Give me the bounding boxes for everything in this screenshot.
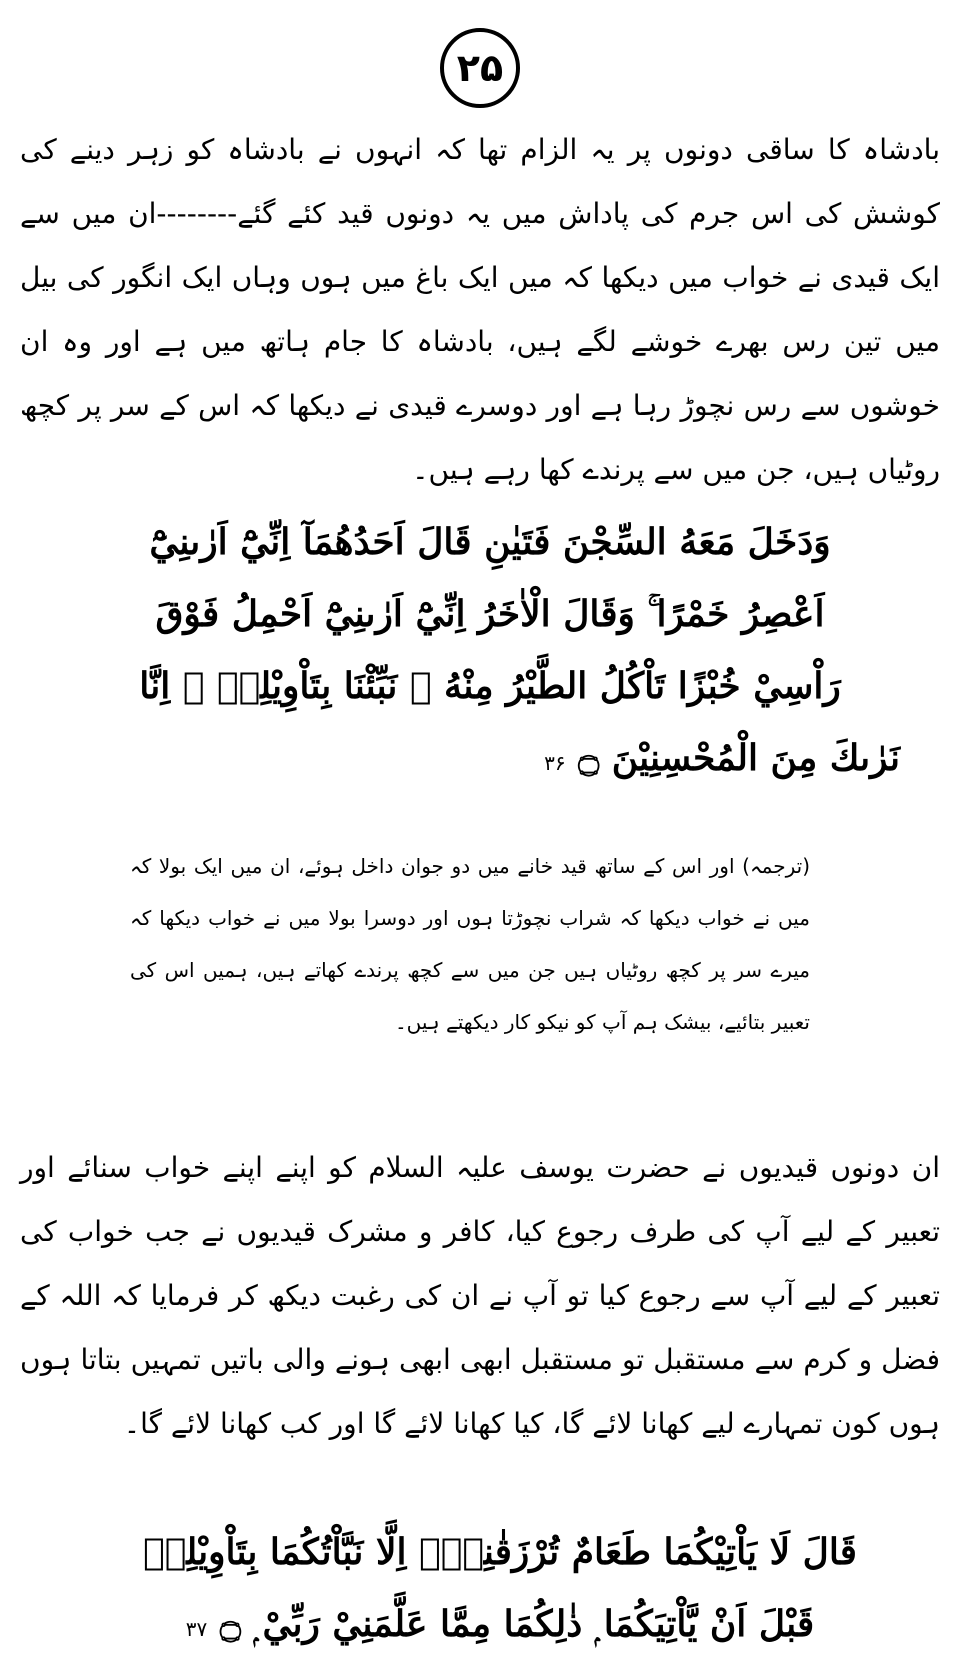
- ayah-line: وَدَخَلَ مَعَهُ السِّجْنَ فَتَيٰنِ قَالَ اَحَدُهُمَآ اِنِّيْٓ اَرٰىنِيْٓ: [149, 521, 831, 563]
- ayah-line: رَاْسِيْ خُبْزًا تَاْكُلُ الطَّيْرُ مِنْهُ ۭ نَبِّئْنَا بِتَاْوِيْلِهٖ ۚ اِنَّا: [139, 665, 841, 707]
- urdu-paragraph-2: ان دونوں قیدیوں نے حضرت یوسف علیہ السلام کو اپنے اپنے خواب سنائے اور تعبیر کے لیے آپ کی طرف رجوع کیا، کافر و مشرک قیدیوں نے جب خواب کی تعبیر کے لیے آپ سے رجوع کیا تو آپ نے ان کی رغبت دیکھ کر فرمایا کہ اللہ کے فضل و کرم سے مستقبل تو مستقبل ابھی ابھی ہونے والی باتیں تمہیں بتاتا ہوں ہوں کون تمہارے لیے کھانا لائے گا، کیا کھانا لائے گا اور کب کھانا لائے گا۔: [20, 1151, 940, 1440]
- verse-reference: ۳۶: [544, 751, 566, 775]
- ayah-line-text: قَبْلَ اَنْ يَّاْتِيَكُمَا ۭ ذٰلِكُمَا مِمَّا عَلَّمَنِيْ رَبِّيْ ۭ ۝: [219, 1603, 815, 1645]
- urdu-paragraph-1: بادشاہ کا ساقی دونوں پر یہ الزام تھا کہ انہوں نے بادشاہ کو زہر دینے کی کوشش کی اس جرم کی پاداش میں یہ دونوں قید کئے گئے--------ان میں سے ایک قیدی نے خواب میں دیکھا کہ میں ایک باغ میں ہوں وہاں ایک انگور کی بیل میں تین رس بھرے خوشے لگے ہیں، بادشاہ کا جام ہاتھ میں ہے اور وہ ان خوشوں سے رس نچوڑ رہا ہے اور دوسرے قیدی نے دیکھا کہ اس کے سر پر کچھ روٹیاں ہیں، جن میں سے پرندے کھا رہے ہیں۔: [20, 133, 940, 486]
- quran-verse-37: [90, 1516, 910, 1665]
- ayah-line-last: [90, 1588, 910, 1665]
- ayah-line-last: [40, 722, 940, 799]
- ayah-line: قَالَ لَا يَاْتِيْكُمَا طَعَامٌ تُرْزَقٰنِهٖٓ اِلَّا نَبَّاْتُكُمَا بِتَاْوِيْلِهٖ: [142, 1531, 857, 1573]
- ayah-line-text: نَرٰىكَ مِنَ الْمُحْسِنِيْنَ ۝: [578, 737, 900, 779]
- verse-translation: (ترجمہ) اور اس کے ساتھ قید خانے میں دو جوان داخل ہوئے، ان میں ایک بولا کہ میں نے خواب دیکھا کہ شراب نچوڑتا ہوں اور دوسرا بولا میں نے خواب دیکھا کہ میرے سر پر کچھ روٹیاں ہیں جن میں سے کچھ پرندے کھاتے ہیں، ہمیں اس کی تعبیر بتائیے، بیشک ہم آپ کو نیکو کار دیکھتے ہیں۔: [130, 854, 810, 1034]
- verse-reference: ۳۷: [185, 1617, 208, 1641]
- page-number-badge: [440, 28, 520, 108]
- quran-verse-36: [40, 506, 940, 799]
- page-number: ۲۵: [456, 46, 504, 90]
- ayah-line: اَعْصِرُ خَمْرًا ۚ وَقَالَ الْاٰخَرُ اِنِّيْٓ اَرٰىنِيْٓ اَحْمِلُ فَوْقَ: [155, 593, 825, 635]
